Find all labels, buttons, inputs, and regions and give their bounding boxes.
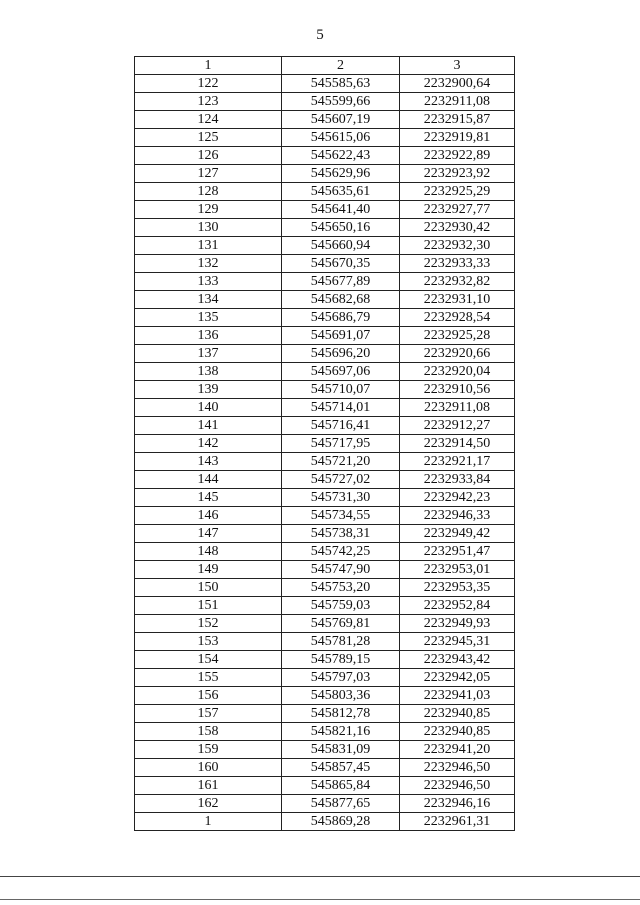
cell-y: 2232946,16 xyxy=(400,795,515,813)
cell-point-number: 162 xyxy=(135,795,282,813)
cell-y: 2232953,01 xyxy=(400,561,515,579)
cell-y: 2232930,42 xyxy=(400,219,515,237)
cell-y: 2232900,64 xyxy=(400,75,515,93)
coordinates-table xyxy=(134,56,515,831)
table-row xyxy=(135,741,515,759)
cell-x: 545781,28 xyxy=(282,633,400,651)
cell-point-number: 130 xyxy=(135,219,282,237)
cell-x: 545803,36 xyxy=(282,687,400,705)
cell-x: 545714,01 xyxy=(282,399,400,417)
cell-point-number: 153 xyxy=(135,633,282,651)
cell-x: 545635,61 xyxy=(282,183,400,201)
cell-point-number: 139 xyxy=(135,381,282,399)
cell-y: 2232915,87 xyxy=(400,111,515,129)
cell-x: 545731,30 xyxy=(282,489,400,507)
table-row xyxy=(135,75,515,93)
cell-y: 2232942,23 xyxy=(400,489,515,507)
cell-point-number: 140 xyxy=(135,399,282,417)
cell-x: 545615,06 xyxy=(282,129,400,147)
column-header-x: 2 xyxy=(282,57,400,75)
cell-point-number: 155 xyxy=(135,669,282,687)
table-row xyxy=(135,579,515,597)
cell-point-number: 127 xyxy=(135,165,282,183)
cell-x: 545812,78 xyxy=(282,705,400,723)
table-row xyxy=(135,561,515,579)
cell-x: 545686,79 xyxy=(282,309,400,327)
table-row xyxy=(135,759,515,777)
cell-y: 2232940,85 xyxy=(400,705,515,723)
cell-y: 2232914,50 xyxy=(400,435,515,453)
column-header-y: 3 xyxy=(400,57,515,75)
cell-point-number: 125 xyxy=(135,129,282,147)
table-row xyxy=(135,651,515,669)
table-row xyxy=(135,273,515,291)
cell-x: 545738,31 xyxy=(282,525,400,543)
cell-point-number: 141 xyxy=(135,417,282,435)
table-row xyxy=(135,309,515,327)
table-row xyxy=(135,525,515,543)
cell-y: 2232925,29 xyxy=(400,183,515,201)
table-row xyxy=(135,183,515,201)
page-bottom-edge xyxy=(0,876,640,877)
cell-point-number: 143 xyxy=(135,453,282,471)
cell-x: 545869,28 xyxy=(282,813,400,831)
table-row xyxy=(135,435,515,453)
cell-y: 2232961,31 xyxy=(400,813,515,831)
table-row xyxy=(135,291,515,309)
cell-point-number: 156 xyxy=(135,687,282,705)
cell-y: 2232925,28 xyxy=(400,327,515,345)
cell-x: 545697,06 xyxy=(282,363,400,381)
cell-point-number: 131 xyxy=(135,237,282,255)
cell-x: 545821,16 xyxy=(282,723,400,741)
cell-point-number: 123 xyxy=(135,93,282,111)
page-bottom-edge-secondary xyxy=(0,899,640,900)
table-row xyxy=(135,687,515,705)
cell-point-number: 138 xyxy=(135,363,282,381)
cell-point-number: 160 xyxy=(135,759,282,777)
table-row xyxy=(135,327,515,345)
cell-y: 2232928,54 xyxy=(400,309,515,327)
cell-y: 2232932,30 xyxy=(400,237,515,255)
cell-x: 545622,43 xyxy=(282,147,400,165)
cell-x: 545607,19 xyxy=(282,111,400,129)
cell-y: 2232946,50 xyxy=(400,777,515,795)
cell-point-number: 147 xyxy=(135,525,282,543)
cell-point-number: 149 xyxy=(135,561,282,579)
cell-x: 545727,02 xyxy=(282,471,400,489)
cell-point-number: 146 xyxy=(135,507,282,525)
cell-point-number: 161 xyxy=(135,777,282,795)
cell-point-number: 124 xyxy=(135,111,282,129)
cell-x: 545716,41 xyxy=(282,417,400,435)
cell-x: 545682,68 xyxy=(282,291,400,309)
table-row xyxy=(135,129,515,147)
cell-y: 2232932,82 xyxy=(400,273,515,291)
cell-y: 2232941,20 xyxy=(400,741,515,759)
cell-point-number: 157 xyxy=(135,705,282,723)
cell-point-number: 133 xyxy=(135,273,282,291)
cell-y: 2232919,81 xyxy=(400,129,515,147)
cell-point-number: 137 xyxy=(135,345,282,363)
table-row xyxy=(135,723,515,741)
cell-x: 545747,90 xyxy=(282,561,400,579)
cell-x: 545734,55 xyxy=(282,507,400,525)
table-row xyxy=(135,219,515,237)
cell-point-number: 154 xyxy=(135,651,282,669)
cell-y: 2232943,42 xyxy=(400,651,515,669)
cell-point-number: 135 xyxy=(135,309,282,327)
cell-point-number: 129 xyxy=(135,201,282,219)
cell-x: 545717,95 xyxy=(282,435,400,453)
cell-point-number: 158 xyxy=(135,723,282,741)
cell-x: 545650,16 xyxy=(282,219,400,237)
cell-x: 545753,20 xyxy=(282,579,400,597)
cell-x: 545742,25 xyxy=(282,543,400,561)
table-row xyxy=(135,705,515,723)
cell-y: 2232921,17 xyxy=(400,453,515,471)
cell-y: 2232941,03 xyxy=(400,687,515,705)
cell-point-number: 142 xyxy=(135,435,282,453)
cell-y: 2232920,66 xyxy=(400,345,515,363)
cell-y: 2232942,05 xyxy=(400,669,515,687)
cell-y: 2232951,47 xyxy=(400,543,515,561)
table-row xyxy=(135,777,515,795)
table-row xyxy=(135,543,515,561)
cell-x: 545599,66 xyxy=(282,93,400,111)
table-row xyxy=(135,795,515,813)
cell-point-number: 151 xyxy=(135,597,282,615)
cell-x: 545769,81 xyxy=(282,615,400,633)
cell-y: 2232946,33 xyxy=(400,507,515,525)
table-row xyxy=(135,633,515,651)
cell-y: 2232933,33 xyxy=(400,255,515,273)
cell-point-number: 145 xyxy=(135,489,282,507)
cell-x: 545865,84 xyxy=(282,777,400,795)
table-row xyxy=(135,147,515,165)
cell-x: 545857,45 xyxy=(282,759,400,777)
cell-point-number: 136 xyxy=(135,327,282,345)
cell-x: 545641,40 xyxy=(282,201,400,219)
cell-y: 2232952,84 xyxy=(400,597,515,615)
cell-y: 2232940,85 xyxy=(400,723,515,741)
cell-point-number: 152 xyxy=(135,615,282,633)
table-row xyxy=(135,471,515,489)
table-row xyxy=(135,399,515,417)
cell-x: 545721,20 xyxy=(282,453,400,471)
cell-point-number: 134 xyxy=(135,291,282,309)
cell-x: 545670,35 xyxy=(282,255,400,273)
cell-x: 545797,03 xyxy=(282,669,400,687)
table-row xyxy=(135,345,515,363)
table-row xyxy=(135,489,515,507)
cell-y: 2232949,42 xyxy=(400,525,515,543)
table-body xyxy=(135,75,515,831)
table-row xyxy=(135,363,515,381)
cell-y: 2232911,08 xyxy=(400,93,515,111)
table-row xyxy=(135,381,515,399)
table-header xyxy=(135,57,515,75)
cell-x: 545831,09 xyxy=(282,741,400,759)
cell-x: 545877,65 xyxy=(282,795,400,813)
table-row xyxy=(135,237,515,255)
cell-x: 545710,07 xyxy=(282,381,400,399)
table-row xyxy=(135,255,515,273)
table-row xyxy=(135,453,515,471)
header-row xyxy=(135,57,515,75)
cell-y: 2232912,27 xyxy=(400,417,515,435)
cell-point-number: 144 xyxy=(135,471,282,489)
cell-point-number: 128 xyxy=(135,183,282,201)
cell-point-number: 148 xyxy=(135,543,282,561)
cell-point-number: 1 xyxy=(135,813,282,831)
cell-x: 545759,03 xyxy=(282,597,400,615)
cell-y: 2232949,93 xyxy=(400,615,515,633)
cell-point-number: 150 xyxy=(135,579,282,597)
cell-y: 2232920,04 xyxy=(400,363,515,381)
cell-x: 545677,89 xyxy=(282,273,400,291)
cell-y: 2232945,31 xyxy=(400,633,515,651)
cell-point-number: 126 xyxy=(135,147,282,165)
cell-y: 2232923,92 xyxy=(400,165,515,183)
cell-point-number: 122 xyxy=(135,75,282,93)
table-row xyxy=(135,615,515,633)
table-row xyxy=(135,669,515,687)
page-number: 5 xyxy=(316,27,324,43)
cell-x: 545696,20 xyxy=(282,345,400,363)
cell-y: 2232946,50 xyxy=(400,759,515,777)
column-header-point-number: 1 xyxy=(135,57,282,75)
table-row xyxy=(135,165,515,183)
table-row xyxy=(135,507,515,525)
cell-x: 545660,94 xyxy=(282,237,400,255)
cell-y: 2232933,84 xyxy=(400,471,515,489)
table-row xyxy=(135,201,515,219)
table-row xyxy=(135,417,515,435)
cell-y: 2232910,56 xyxy=(400,381,515,399)
table-row xyxy=(135,93,515,111)
cell-y: 2232931,10 xyxy=(400,291,515,309)
table-row xyxy=(135,813,515,831)
cell-y: 2232927,77 xyxy=(400,201,515,219)
cell-x: 545585,63 xyxy=(282,75,400,93)
cell-x: 545789,15 xyxy=(282,651,400,669)
table-row xyxy=(135,111,515,129)
cell-x: 545691,07 xyxy=(282,327,400,345)
cell-y: 2232953,35 xyxy=(400,579,515,597)
cell-y: 2232922,89 xyxy=(400,147,515,165)
cell-point-number: 159 xyxy=(135,741,282,759)
cell-point-number: 132 xyxy=(135,255,282,273)
table-row xyxy=(135,597,515,615)
cell-x: 545629,96 xyxy=(282,165,400,183)
cell-y: 2232911,08 xyxy=(400,399,515,417)
